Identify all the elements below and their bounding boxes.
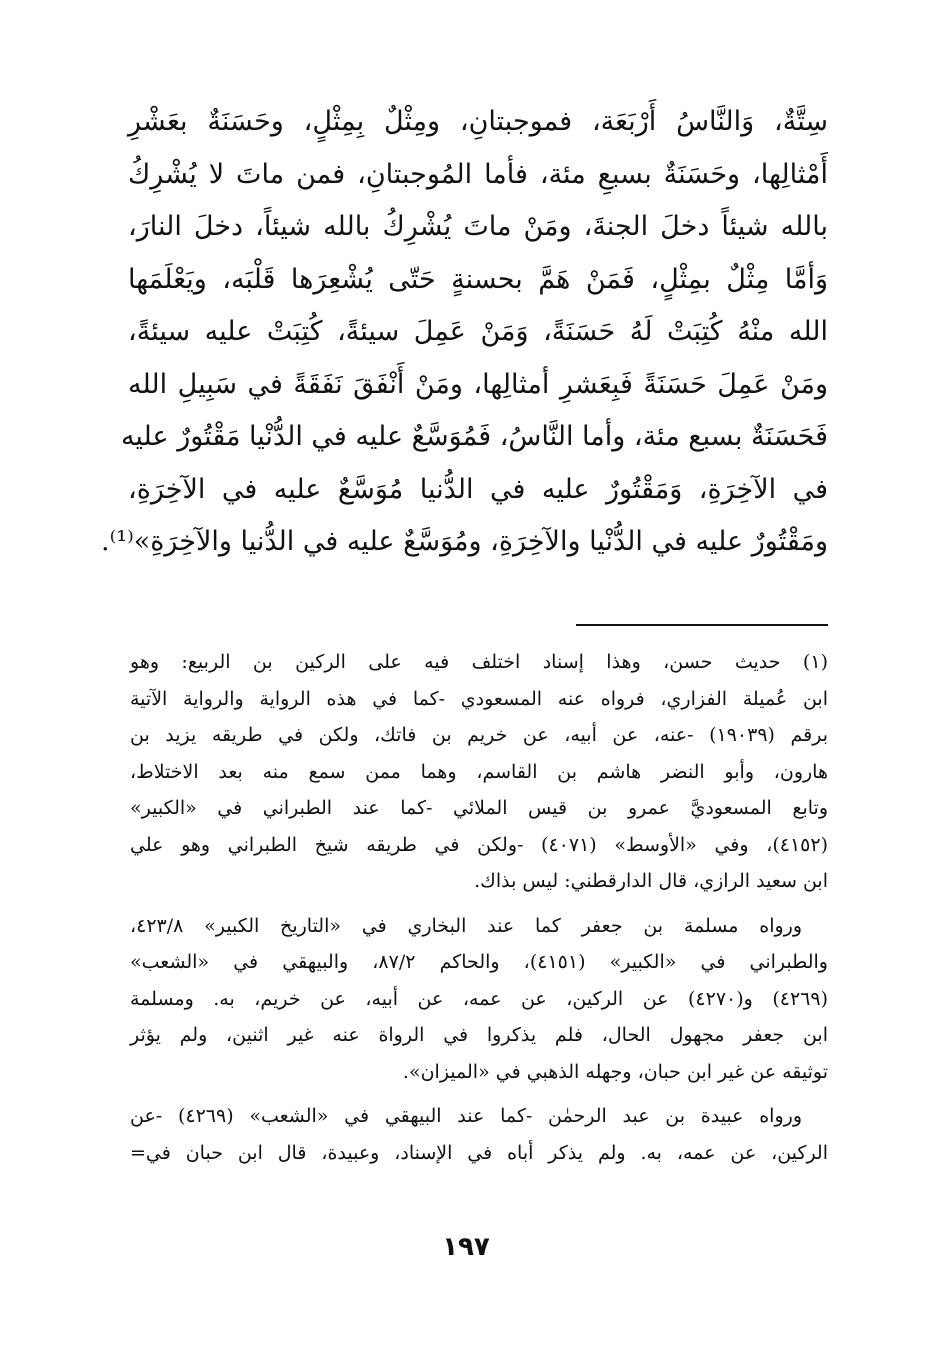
footnote-line: (١) حديث حسن، وهذا إسناد اختلف فيه على الركين بن الربيع: وهو [130, 651, 828, 673]
footnote-divider [576, 624, 828, 626]
page-number: ١٩٧ [442, 1232, 490, 1262]
main-text-line: فَحَسَنَةٌ بسبع مئة، وأما النَّاسُ، فَمُوَسَّعٌ عليه في الدُّنْيا مَقْتُورٌ عليه [120, 421, 828, 452]
footnote-line: ابن عُميلة الفزاري، فرواه عنه المسعودي -كما في هذه الرواية والرواية الآتية [130, 687, 828, 710]
footnote-paragraph [130, 1098, 828, 1171]
footnote-line: ابن جعفر مجهول الحال، فلم يذكروا في الرواة عنه غير اثنين، ولم يؤثر [130, 1024, 828, 1046]
footnote-line: ورواه مسلمة بن جعفر كما عند البخاري في «التاريخ الكبير» ٤٢٣/٨، [130, 914, 802, 937]
main-text-line: وَأمَّا مِثْلٌ بمِثْلٍ، فَمَنْ هَمَّ بحسنةٍ حَتّى يُشْعِرَها قَلْبَه، ويَعْلَمَها [128, 263, 828, 295]
footnote-line: ابن سعيد الرازي، قال الدارقطني: ليس بذاك. [474, 870, 828, 892]
footnote-paragraph [130, 644, 828, 900]
footnote-line: والطبراني في «الكبير» (٤١٥١)، والحاكم ٨٧/٢، والبيهقي في «الشعب» [130, 951, 828, 973]
main-text-line: ومَنْ عَمِلَ حَسَنَةً فَبِعَشرِ أمثالِها، ومَنْ أَنْفَقَ نَفَقَةً في سَبِيلِ الله [128, 368, 828, 400]
main-text [101, 96, 828, 569]
footnote-line: ورواه عبيدة بن عبد الرحمٰن -كما عند البيهقي في «الشعب» (٤٢٦٩) -عن [130, 1105, 802, 1127]
footnote-line: (٤٢٦٩) و(٤٢٧٠) عن الركين، عن عمه، عن أبيه، عن خريم، به. ومسلمة [130, 987, 829, 1010]
main-text-line: ومَقْتُورٌ عليه في الدُّنْيا والآخِرَةِ، ومُوَسَّعٌ عليه في الدُّنيا والآخِرَةِ»⁽¹⁾. [101, 526, 828, 557]
footnote-line: توثيقه عن غير ابن حبان، وجهله الذهبي في «الميزان». [402, 1060, 828, 1083]
footnote-line: برقم (١٩٠٣٩) -عنه، عن أبيه، عن خريم بن فاتك، ولكن في طريقه يزيد بن [130, 724, 829, 746]
footnote-paragraph [130, 908, 828, 1091]
footnote-line: (٤١٥٢)، وفي «الأوسط» (٤٠٧١) -ولكن في طريقه شيخ الطبراني وهو علي [130, 833, 828, 856]
main-text-line: في الآخِرَةِ، وَمَقْتُورٌ عليه في الدُّنيا مُوَسَّعٌ عليه في الآخِرَةِ، [128, 473, 828, 505]
main-text-line: سِتَّةٌ، وَالنَّاسُ أَرْبَعَة، فموجبتانِ، ومِثْلٌ بِمِثْلٍ، وحَسَنَةٌ بعَشْرِ [128, 106, 828, 137]
footnotes [130, 644, 828, 1179]
main-text-line: أَمْثالِها، وحَسَنَةٌ بسبعِ مئة، فأما المُوجبتانِ، فمن ماتَ لا يُشْرِكُ [128, 158, 828, 190]
footnote-line: هارون، وأبو النضر هاشم بن القاسم، وهما ممن سمع منه بعد الاختلاط، [130, 760, 828, 783]
footnote-line: الركين، عن عمه، به. ولم يذكر أباه في الإسناد، وعبيدة، قال ابن حبان في= [130, 1141, 828, 1164]
footnote-line: وتابع المسعوديَّ عمرو بن قيس الملائي -كما عند الطبراني في «الكبير» [130, 797, 828, 819]
main-text-line: بالله شيئاً دخلَ الجنةَ، ومَنْ ماتَ يُشْرِكُ بالله شيئاً، دخلَ النارَ، [128, 211, 828, 242]
main-text-line: الله منْهُ كُتِبَتْ لَهُ حَسَنَةً، وَمَنْ عَمِلَ سيئةً، كُتِبَتْ عليه سيئةً، [128, 316, 828, 347]
